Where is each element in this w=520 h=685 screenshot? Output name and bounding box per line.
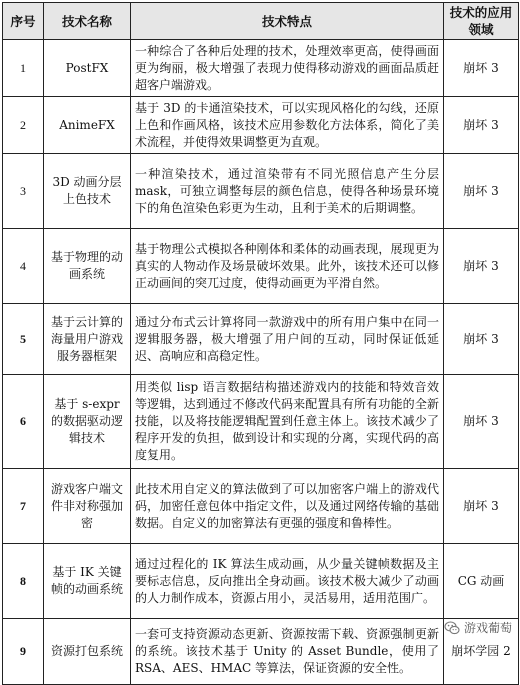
row-name: PostFX (44, 40, 131, 97)
table-row (3, 97, 519, 154)
header-name: 技术名称 (44, 3, 131, 40)
row-desc: 通过过程化的 IK 算法生成动画，从少量关键帧数据及主要标志信息，反向推出全身动画。该技术极大减少了动画的人力制作成本，资源占用小，灵活易用，适用范围广。 (131, 544, 444, 619)
row-num: 9 (3, 619, 44, 685)
table-header-row (3, 3, 519, 40)
row-num: 5 (3, 304, 44, 375)
row-field: CG 动画 (444, 544, 519, 619)
row-field: 崩坏 3 (444, 40, 519, 97)
row-desc: 一套可支持资源动态更新、资源按需下载、资源强制更新的系统。该技术基于 Unity 的 Asset Bundle，使用了 RSA、AES、HMAC 等算法，保证资源的安全性。 (131, 619, 444, 685)
wechat-icon (444, 620, 460, 636)
row-name: 游戏客户端文件非对称强加密 (44, 469, 131, 544)
table-row (3, 375, 519, 469)
row-num: 4 (3, 229, 44, 304)
row-field: 崩坏 3 (444, 97, 519, 154)
watermark (444, 619, 512, 636)
row-num: 3 (3, 154, 44, 229)
row-desc: 此技术用自定义的算法做到了可以加密客户端上的游戏代码，加密任意包体中指定文件，以及通过网络传输的基础数据。自定义的加密算法有更强的强度和鲁棒性。 (131, 469, 444, 544)
row-num: 7 (3, 469, 44, 544)
row-field: 崩坏 3 (444, 229, 519, 304)
row-name: AnimeFX (44, 97, 131, 154)
row-desc: 一种综合了各种后处理的技术，处理效率更高，使得画面更为绚丽，极大增强了表现力使得移动游戏的画面品质赶超客户端游戏。 (131, 40, 444, 97)
row-desc: 一种渲染技术，通过渲染带有不同光照信息产生分层 mask，可独立调整每层的颜色信息，使得各种场景环境下的角色渲染色彩更为生动，且利于美术的后期调整。 (131, 154, 444, 229)
row-field: 崩坏 3 (444, 469, 519, 544)
row-num: 2 (3, 97, 44, 154)
row-name: 基于云计算的海量用户游戏服务器框架 (44, 304, 131, 375)
header-desc: 技术特点 (131, 3, 444, 40)
row-field: 崩坏 3 (444, 154, 519, 229)
row-field: 崩坏学园 2 (444, 619, 519, 685)
table-row (3, 619, 519, 685)
row-num: 6 (3, 375, 44, 469)
row-desc: 通过分布式云计算将同一款游戏中的所有用户集中在同一逻辑服务器，极大增强了用户间的互动，同时保证低延迟、高响应和高稳定性。 (131, 304, 444, 375)
header-field: 技术的应用领域 (444, 3, 519, 40)
row-desc: 基于物理公式模拟各种刚体和柔体的动画表现，展现更为真实的人物动作及场景破坏效果。此外，该技术还可以修正动画间的突兀过度，使得动画更为平滑自然。 (131, 229, 444, 304)
row-name: 3D 动画分层上色技术 (44, 154, 131, 229)
row-field: 崩坏 3 (444, 375, 519, 469)
row-num: 8 (3, 544, 44, 619)
row-desc: 用类似 lisp 语言数据结构描述游戏内的技能和特效音效等逻辑，达到通过不修改代码来配置具有所有功能的全新技能，以及将技能逻辑配置到任意主体上。该技术减少了程序开发的负担，做到设计和实现的分离，实现代码的高度复用。 (131, 375, 444, 469)
row-name: 基于物理的动画系统 (44, 229, 131, 304)
tech-table (2, 2, 519, 685)
table-row (3, 544, 519, 619)
row-name: 基于 s-expr 的数据驱动逻辑技术 (44, 375, 131, 469)
table-row (3, 40, 519, 97)
row-field: 崩坏 3 (444, 304, 519, 375)
table-row (3, 154, 519, 229)
row-num: 1 (3, 40, 44, 97)
row-name: 基于 IK 关键帧的动画系统 (44, 544, 131, 619)
watermark-text: 游戏葡萄 (463, 621, 512, 635)
table-row (3, 229, 519, 304)
row-desc: 基于 3D 的卡通渲染技术，可以实现风格化的勾线，还原上色和作画风格，该技术应用参数化方法体系，简化了美术流程，并使得效果调整更为直观。 (131, 97, 444, 154)
header-num: 序号 (3, 3, 44, 40)
table-row (3, 304, 519, 375)
table-row (3, 469, 519, 544)
row-name: 资源打包系统 (44, 619, 131, 685)
